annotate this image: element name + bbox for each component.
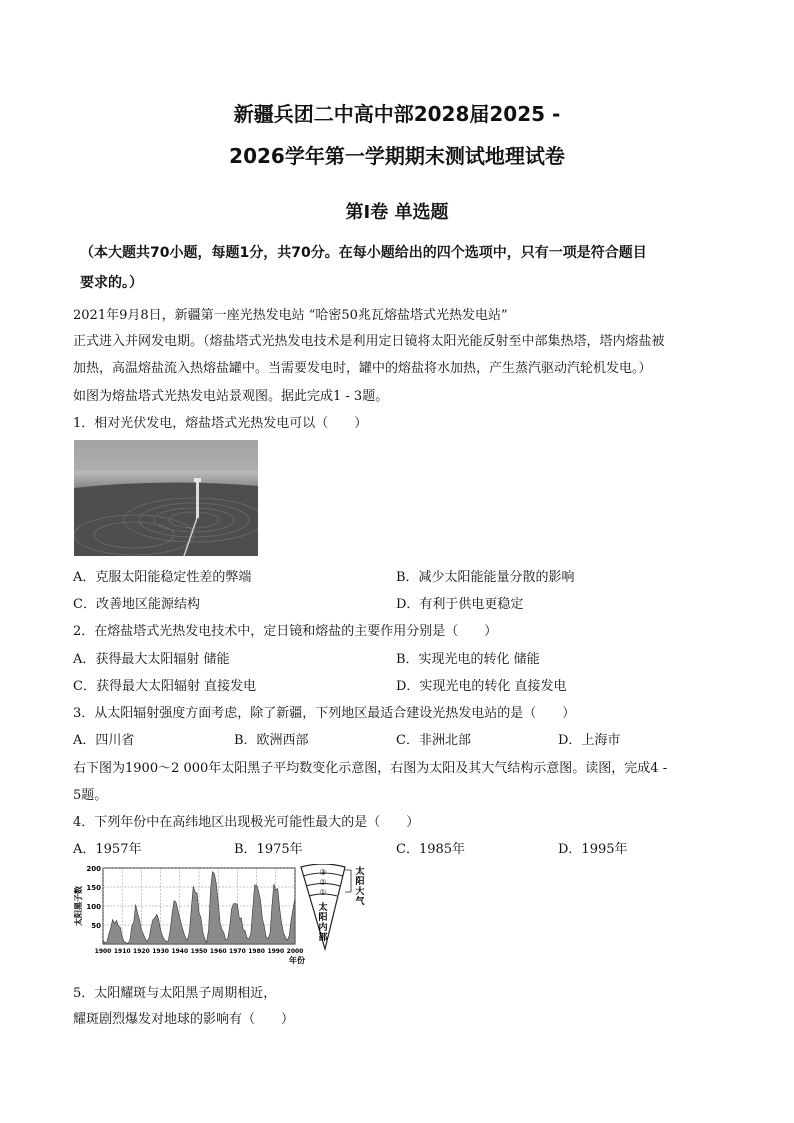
instructions-line2: 要求的。） (80, 275, 143, 291)
x-tick-label: 1900 (94, 948, 112, 955)
x-tick-label: 1980 (248, 948, 265, 955)
section-heading: 第Ⅰ卷 单选题 (345, 202, 449, 223)
x-tick-label: 1920 (133, 948, 150, 955)
q2-stem: 2．在熔盐塔式光热发电技术中，定日镜和熔盐的主要作用分别是（ ） (73, 624, 498, 639)
passage1-line1: 2021年9月8日，新疆第一座光热发电站 “哈密50兆瓦熔盐塔式光热发电站” (73, 308, 508, 323)
power-station-photo (74, 440, 258, 556)
q4-option-d: D．1995年 (558, 842, 628, 857)
passage1-line3: 加热，高温熔盐流入热熔盐罐中。当需要发电时，罐中的熔盐将水加热，产生蒸汽驱动汽轮机发电。） (73, 361, 652, 376)
instructions-line1: （本大题共70小题，每题1分，共70分。在每小题给出的四个选项中，只有一项是符合题目 (80, 245, 647, 261)
passage2-line1: 右下图为1900～2 000年太阳黑子平均数变化示意图，右图为太阳及其大气结构示意图。读图，完成4 - (73, 761, 668, 776)
q4-option-a: A．1957年 (73, 842, 142, 857)
atmosphere-label-char: 阳 (355, 877, 365, 887)
q2-option-d: D．实现光电的转化 直接发电 (396, 679, 567, 694)
x-tick-label: 2000 (286, 948, 304, 955)
atmosphere-bracket (345, 870, 351, 892)
y-tick-label: 100 (86, 903, 101, 911)
sunspot-and-sun-structure-figure (73, 864, 373, 972)
q1-stem: 1．相对光伏发电，熔盐塔式光热发电可以（ ） (73, 416, 368, 431)
passage2-line2: 5题。 (73, 788, 108, 803)
x-tick-label: 1970 (229, 948, 246, 955)
q1-option-d: D．有利于供电更稳定 (396, 597, 524, 612)
sunspot-chart (73, 865, 305, 965)
power-station-photo-drawing (74, 440, 258, 556)
y-axis-label: 太阳黑子数 (74, 886, 83, 926)
layer-label-3: ③ (319, 868, 327, 877)
q1-option-c: C．改善地区能源结构 (73, 597, 200, 612)
q1-option-a: A．克服太阳能稳定性差的弊端 (73, 570, 252, 585)
interior-label-char: 太 (318, 903, 328, 913)
x-tick-label: 1960 (209, 948, 227, 955)
q2-option-b: B．实现光电的转化 储能 (396, 652, 540, 667)
passage1-line2: 正式进入并网发电期。（熔盐塔式光热发电技术是利用定日镜将太阳光能反射至中部集热塔，塔内熔盐被 (73, 334, 665, 349)
q3-option-c: C．非洲北部 (396, 733, 471, 748)
x-tick-label: 1990 (267, 948, 285, 955)
q3-option-b: B．欧洲西部 (234, 733, 309, 748)
x-tick-label: 1940 (171, 948, 189, 955)
q3-option-d: D．上海市 (558, 733, 621, 748)
q5-stem-line1: 5．太阳耀斑与太阳黑子周期相近， (73, 986, 277, 1001)
layer-label-2: ② (319, 878, 327, 887)
interior-label-char: 部 (318, 933, 328, 943)
atmosphere-label-char: 大 (355, 887, 365, 897)
page-title-line2: 2026学年第一学期期末测试地理试卷 (229, 144, 565, 168)
y-tick-label: 150 (86, 884, 101, 892)
interior-label-char: 内 (318, 923, 328, 933)
x-tick-label: 1910 (113, 948, 131, 955)
sun-atmosphere-label (355, 865, 365, 907)
x-tick-label: 1950 (190, 948, 208, 955)
q3-stem: 3．从太阳辐射强度方面考虑，除了新疆，下列地区最适合建设光热发电站的是（ ） (73, 706, 576, 721)
atmosphere-label-char: 气 (355, 897, 365, 907)
passage1-line4: 如图为熔盐塔式光热发电站景观图。据此完成1 - 3题。 (73, 389, 389, 404)
q2-option-a: A．获得最大太阳辐射 储能 (73, 652, 230, 667)
figures (73, 864, 373, 972)
layer-label-1: ① (319, 888, 327, 897)
sun-structure-diagram (301, 864, 365, 949)
q1-option-b: B．减少太阳能能量分散的影响 (396, 570, 575, 585)
page-title-line1: 新疆兵团二中高中部2028届2025 - (233, 102, 561, 126)
x-tick-label: 1930 (152, 948, 169, 955)
q4-option-b: B．1975年 (234, 842, 303, 857)
sun-interior-label (318, 901, 327, 943)
q5-stem-line2: 耀斑剧烈爆发对地球的影响有（ ） (73, 1012, 295, 1027)
y-tick-label: 200 (86, 865, 101, 873)
y-tick-label: 50 (91, 922, 101, 930)
x-axis-label: 年份 (289, 956, 305, 965)
q3-option-a: A．四川省 (73, 733, 135, 748)
atmosphere-label-char: 太 (355, 867, 365, 877)
q4-stem: 4．下列年份中在高纬地区出现极光可能性最大的是（ ） (73, 815, 420, 830)
q2-option-c: C．获得最大太阳辐射 直接发电 (73, 679, 257, 694)
interior-label-char: 阳 (318, 913, 328, 923)
q4-option-c: C．1985年 (396, 842, 466, 857)
